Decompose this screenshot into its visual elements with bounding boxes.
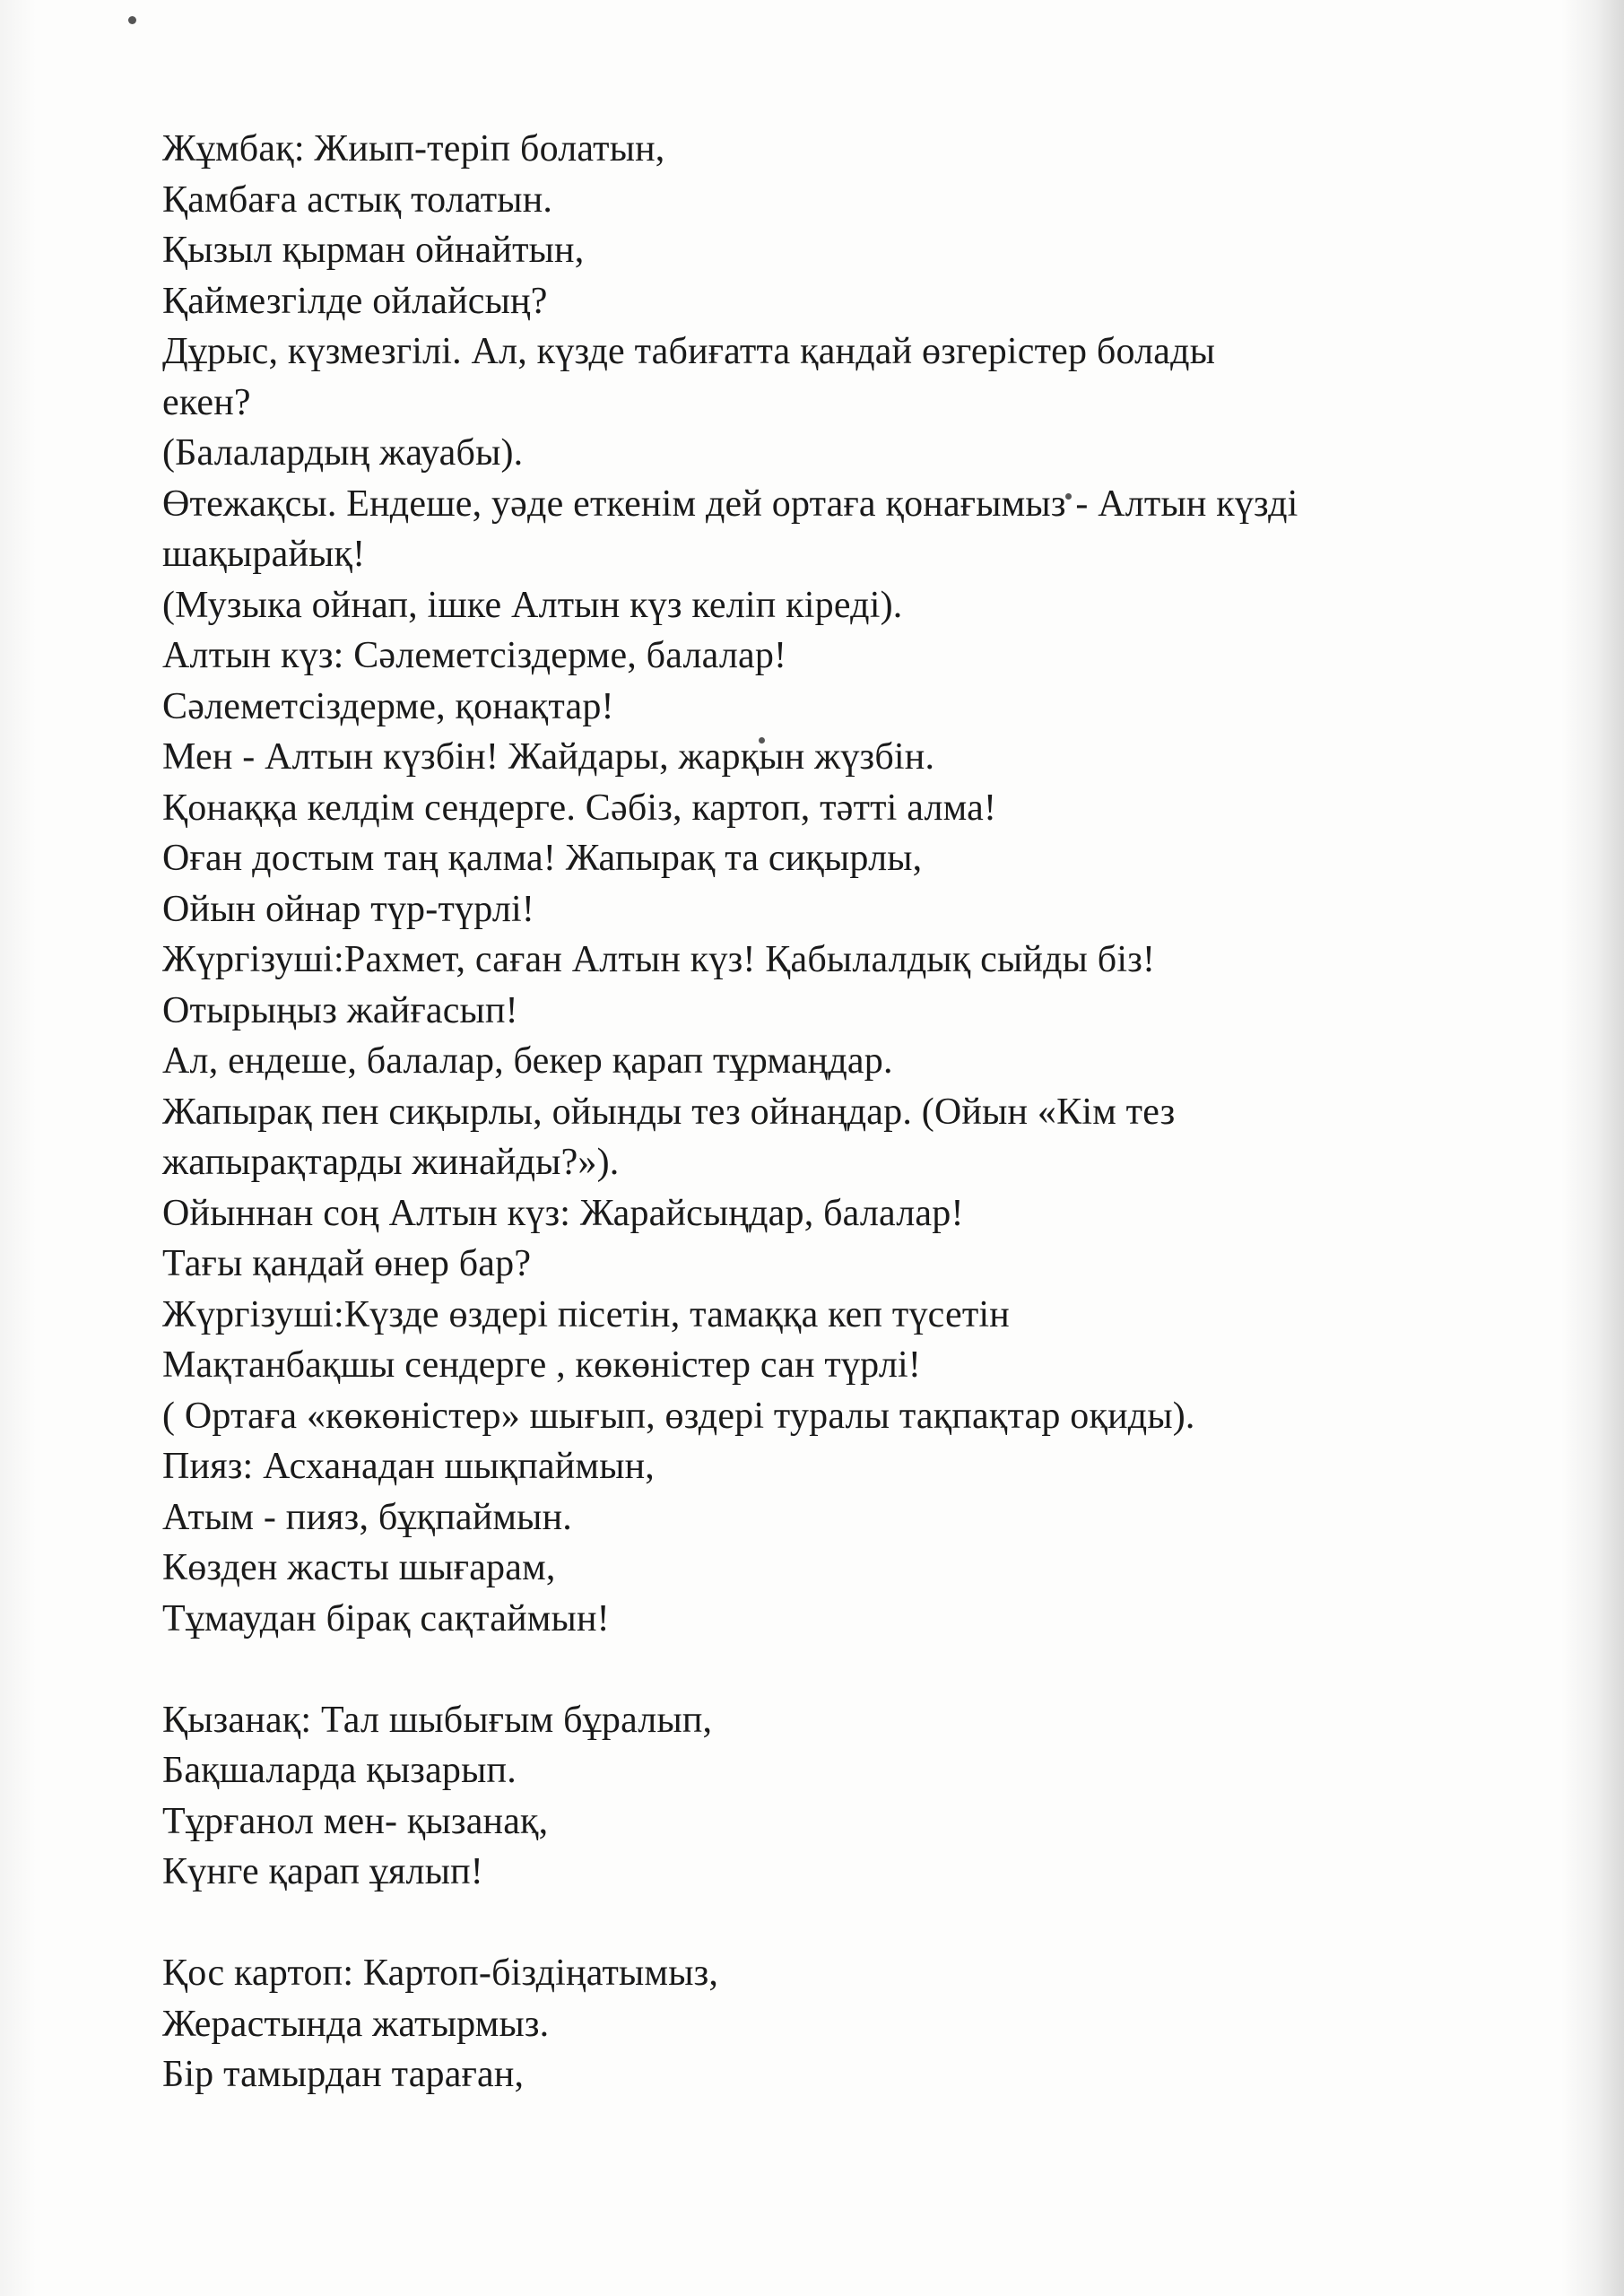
text-line: Дұрыс, күзмезгілі. Ал, күзде табиғатта қандай өзгерістер болады bbox=[162, 331, 1216, 372]
text-line: Қос картоп: Картоп-біздіңатымыз, bbox=[162, 1952, 719, 1994]
text-line: Отырыңыз жайғасып! bbox=[162, 989, 518, 1031]
text-line: Ойын ойнар түр-түрлі! bbox=[162, 888, 535, 930]
text-line: Бір тамырдан тараған, bbox=[162, 2054, 525, 2095]
text-line: (Балалардың жауабы). bbox=[162, 432, 524, 474]
document-text bbox=[162, 124, 1507, 2100]
text-line: Қызыл қырман ойнайтын, bbox=[162, 230, 585, 271]
text-line: ( Ортаға «көкөністер» шығып, өздері туралы тақпақтар оқиды). bbox=[162, 1395, 1195, 1437]
text-line: Сәлеметсіздерме, қонақтар! bbox=[162, 685, 614, 727]
text-line: Оған достым таң қалма! Жапырақ та сиқырлы, bbox=[162, 838, 923, 879]
text-line: Атым - пияз, бұқпаймын. bbox=[162, 1496, 572, 1538]
scan-speck bbox=[128, 16, 136, 24]
scan-edge-left bbox=[0, 0, 36, 2296]
text-line: (Музыка ойнап, ішке Алтын күз келіп кіреді). bbox=[162, 584, 903, 626]
text-line: Мақтанбақшы сендерге , көкөністер сан түрлі! bbox=[162, 1344, 922, 1386]
text-line: Алтын күз: Сәлеметсіздерме, балалар! bbox=[162, 635, 787, 676]
text-line bbox=[162, 1644, 1507, 1695]
text-line: Ал, ендеше, балалар, бекер қарап тұрмаңдар. bbox=[162, 1040, 893, 1082]
text-line: Жүргізуші:Рахмет, саған Алтын күз! Қабылалдық сыйды біз! bbox=[162, 939, 1156, 980]
text-line: Көзден жасты шығарам, bbox=[162, 1547, 556, 1588]
text-line: Қонаққа келдім сендерге. Сәбіз, картоп, тәтті алма! bbox=[162, 787, 997, 829]
text-line: Тұмаудан бірақ сақтаймын! bbox=[162, 1597, 610, 1639]
text-line: Жерастында жатырмыз. bbox=[162, 2003, 550, 2045]
text-line: Пияз: Асханадан шықпаймын, bbox=[162, 1446, 655, 1487]
text-line: Тұрғанол мен- қызанақ, bbox=[162, 1800, 549, 1842]
text-line: Өтежақсы. Ендеше, уәде еткенім дей ортаға қонағымыз - Алтын күзді bbox=[162, 483, 1298, 525]
text-line: Қаймезгілде ойлайсың? bbox=[162, 280, 548, 322]
text-line: Жұмбақ: Жиып-теріп болатын, bbox=[162, 128, 665, 170]
text-line: екен? bbox=[162, 381, 251, 423]
scan-edge-right bbox=[1561, 0, 1624, 2296]
text-line: жапырақтарды жинайды?»). bbox=[162, 1142, 620, 1183]
text-line: Мен - Алтын күзбін! Жайдары, жарқын жүзбін. bbox=[162, 736, 935, 778]
text-line: Қамбаға астық толатын. bbox=[162, 178, 553, 221]
text-line: Жапырақ пен сиқырлы, ойынды тез ойнаңдар. (Ойын «Кім тез bbox=[162, 1091, 1176, 1133]
text-line: Тағы қандай өнер бар? bbox=[162, 1243, 532, 1284]
text-line: Қызанақ: Тал шыбығым бұралып, bbox=[162, 1699, 713, 1741]
text-line: шақырайық! bbox=[162, 534, 366, 575]
text-line: Бақшаларда қызарып. bbox=[162, 1750, 517, 1791]
text-line: Күнге қарап ұялып! bbox=[162, 1851, 483, 1892]
text-line bbox=[162, 1898, 1507, 1949]
text-line: Ойыннан соң Алтын күз: Жарайсыңдар, балалар! bbox=[162, 1192, 964, 1234]
text-line: Жүргізуші:Күзде өздері пісетін, тамаққа кеп түсетін bbox=[162, 1293, 1010, 1335]
